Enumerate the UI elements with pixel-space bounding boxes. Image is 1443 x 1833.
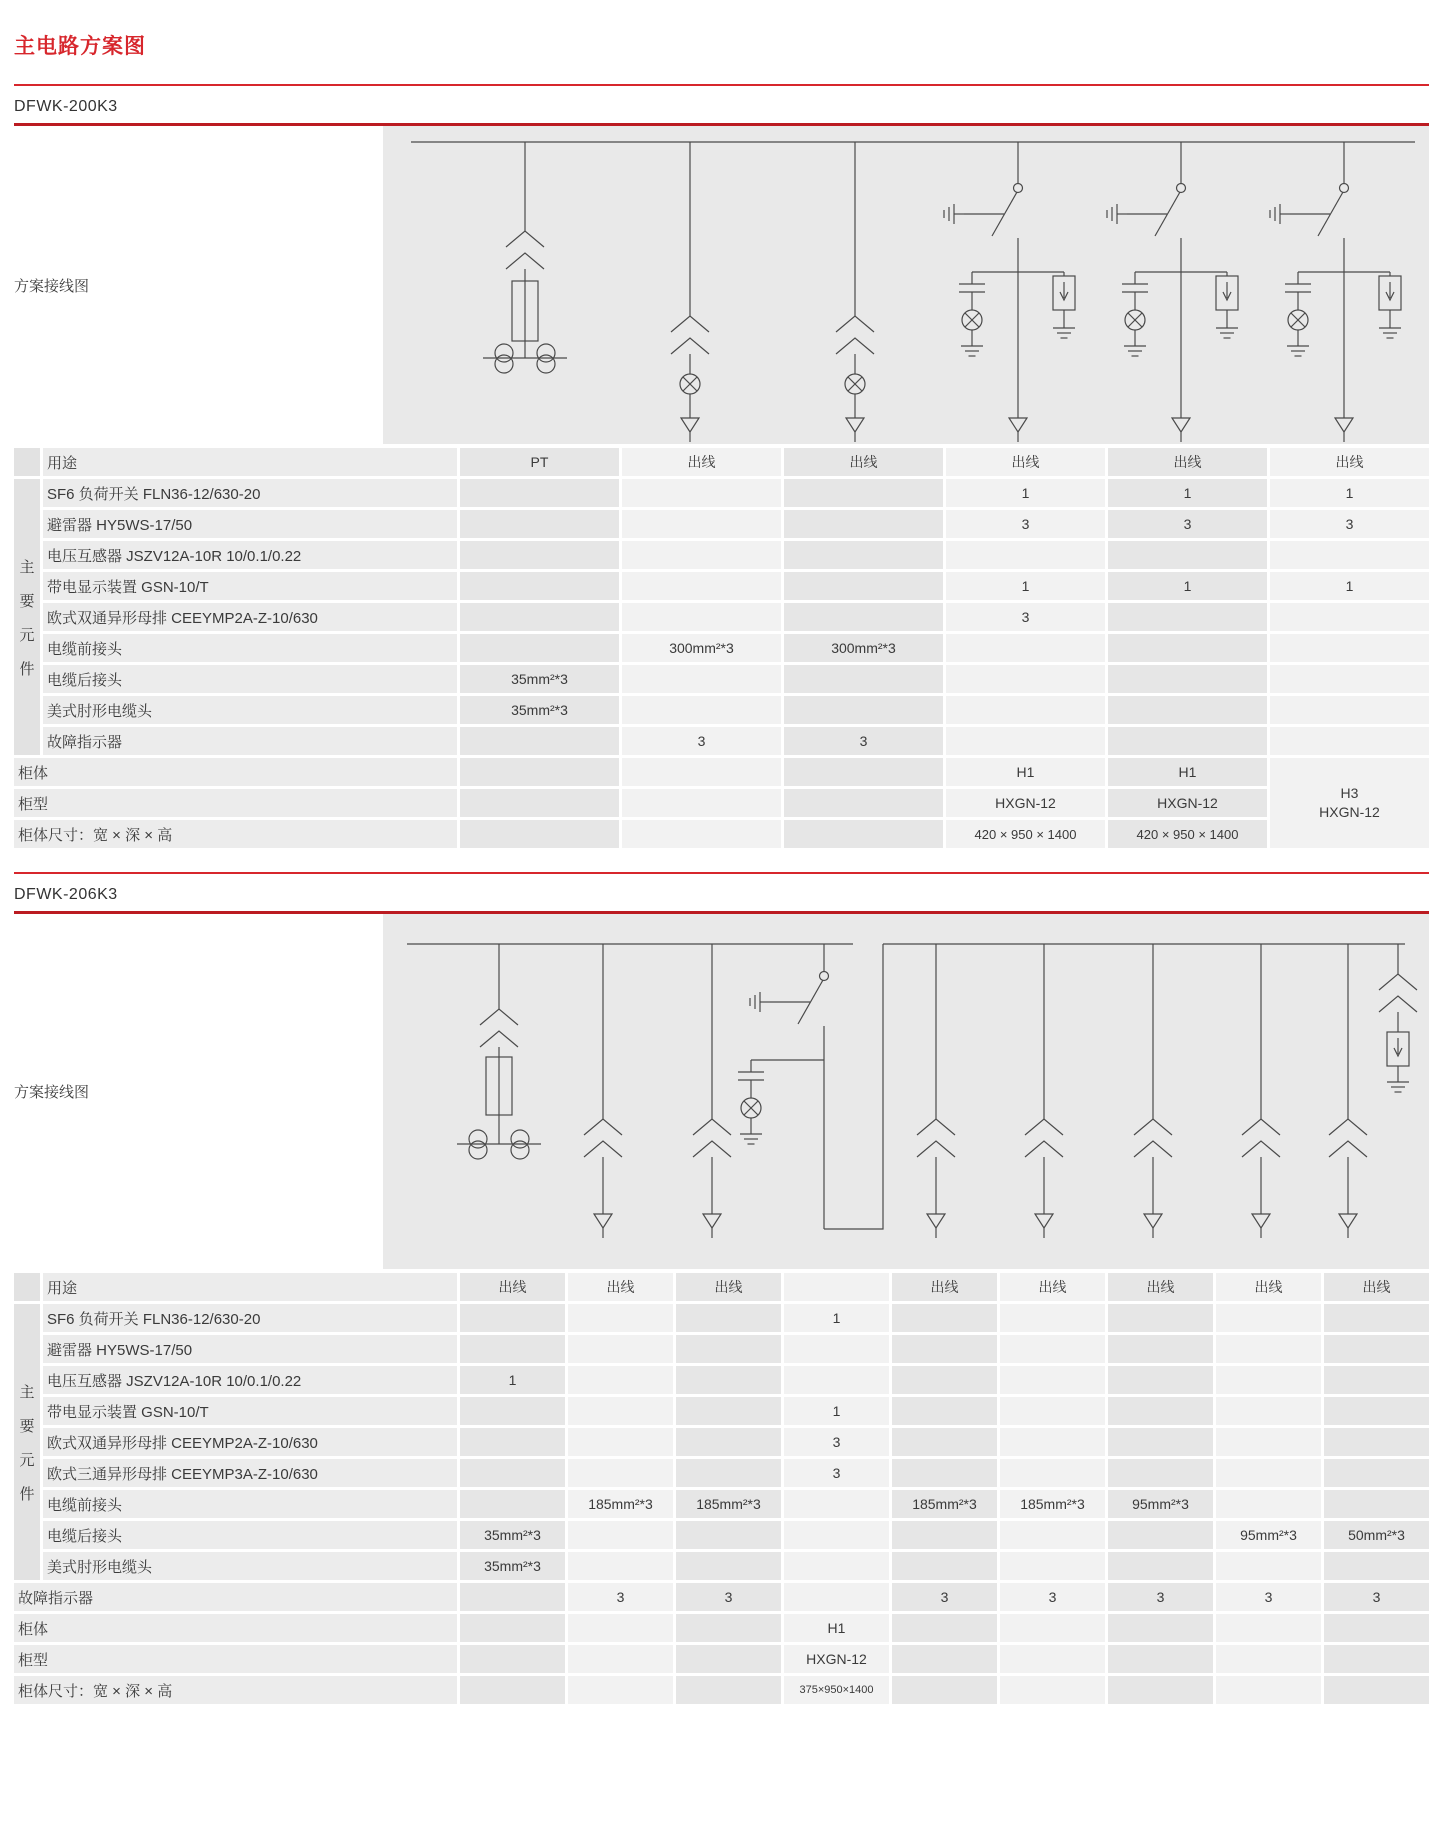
row-label: 欧式三通异形母排 CEEYMP3A-Z-10/630 <box>43 1459 457 1487</box>
value-cell: HXGN-12 <box>784 1645 889 1673</box>
value-cell <box>1108 727 1267 755</box>
value-cell: 3 <box>1324 1583 1429 1611</box>
diagram-label: 方案接线图 <box>14 277 90 295</box>
group-label-vertical <box>14 479 40 755</box>
value-cell <box>784 541 943 569</box>
column-header-cell: 出线 <box>568 1273 673 1301</box>
value-cell <box>1324 1676 1429 1704</box>
value-cell: 3 <box>1270 510 1429 538</box>
value-cell <box>1108 1428 1213 1456</box>
value-cell <box>1270 696 1429 724</box>
pt-branch <box>483 142 567 373</box>
value-cell <box>1216 1366 1321 1394</box>
row-label: 避雷器 HY5WS-17/50 <box>43 1335 457 1363</box>
value-cell <box>622 479 781 507</box>
value-cell <box>568 1676 673 1704</box>
merged-cell-line: H3 <box>1340 785 1359 802</box>
value-cell <box>1324 1490 1429 1518</box>
value-cell <box>460 758 619 786</box>
merged-cabinet-cell <box>1270 758 1429 848</box>
value-cell <box>784 510 943 538</box>
row-label: 欧式双通异形母排 CEEYMP2A-Z-10/630 <box>43 1428 457 1456</box>
circuit-diagram-1-svg <box>383 126 1429 444</box>
value-cell: HXGN-12 <box>946 789 1105 817</box>
value-cell <box>784 603 943 631</box>
value-cell: 3 <box>1000 1583 1105 1611</box>
value-cell <box>784 1490 889 1518</box>
value-cell <box>1000 1614 1105 1642</box>
value-cell <box>784 696 943 724</box>
value-cell <box>1108 634 1267 662</box>
value-cell <box>460 634 619 662</box>
row-label: 用途 <box>43 1273 457 1301</box>
outgoing-branch <box>1242 944 1280 1238</box>
value-cell: HXGN-12 <box>1108 789 1267 817</box>
value-cell <box>784 1335 889 1363</box>
value-cell <box>1000 1552 1105 1580</box>
value-cell <box>1270 634 1429 662</box>
value-cell <box>892 1552 997 1580</box>
row-label: 柜体尺寸：宽 × 深 × 高 <box>14 1676 457 1704</box>
row-label: 柜体 <box>14 1614 457 1642</box>
value-cell <box>1000 1366 1105 1394</box>
row-label: 柜型 <box>14 789 457 817</box>
value-cell: 300mm²*3 <box>622 634 781 662</box>
group-label-char: 件 <box>19 1485 35 1503</box>
value-cell <box>1324 1552 1429 1580</box>
value-cell <box>784 572 943 600</box>
column-header-cell: 出线 <box>1000 1273 1105 1301</box>
value-cell: 3 <box>784 1459 889 1487</box>
row-label: 电缆前接头 <box>43 1490 457 1518</box>
row-label: 美式肘形电缆头 <box>43 696 457 724</box>
page-title: 主电路方案图 <box>14 35 146 58</box>
column-header-cell <box>784 1273 889 1301</box>
row-label: 用途 <box>43 448 457 476</box>
group-label-char: 主 <box>19 558 35 576</box>
value-cell <box>460 1428 565 1456</box>
title-rule <box>14 84 1429 86</box>
value-cell <box>1216 1614 1321 1642</box>
circuit-diagram-2-svg <box>383 914 1429 1269</box>
row-label: 故障指示器 <box>43 727 457 755</box>
value-cell: 3 <box>946 510 1105 538</box>
section-dfwk-200k3 <box>14 98 1429 848</box>
column-header-cell: PT <box>460 448 619 476</box>
value-cell <box>568 1397 673 1425</box>
value-cell <box>784 1552 889 1580</box>
value-cell <box>784 1583 889 1611</box>
value-cell <box>676 1645 781 1673</box>
value-cell <box>892 1397 997 1425</box>
column-header-cell: 出线 <box>1216 1273 1321 1301</box>
value-cell <box>1324 1459 1429 1487</box>
value-cell <box>622 572 781 600</box>
value-cell <box>784 1521 889 1549</box>
outgoing-branch <box>917 944 955 1238</box>
value-cell <box>946 665 1105 693</box>
value-cell <box>568 1459 673 1487</box>
spec-table-dfwk-200k3 <box>14 448 1429 848</box>
value-cell: 1 <box>1108 572 1267 600</box>
value-cell <box>1216 1552 1321 1580</box>
value-cell <box>784 789 943 817</box>
value-cell <box>1108 1335 1213 1363</box>
value-cell <box>568 1645 673 1673</box>
value-cell: 185mm²*3 <box>676 1490 781 1518</box>
value-cell: 1 <box>460 1366 565 1394</box>
sidebar-stub-cell <box>14 448 40 476</box>
load-switch-branch <box>944 142 1075 442</box>
value-cell <box>1216 1397 1321 1425</box>
value-cell <box>568 1521 673 1549</box>
value-cell <box>460 1335 565 1363</box>
value-cell: 1 <box>1270 479 1429 507</box>
row-label: SF6 负荷开关 FLN36-12/630-20 <box>43 479 457 507</box>
value-cell <box>1216 1459 1321 1487</box>
section-top-rule <box>14 872 1429 874</box>
model-name: DFWK-206K3 <box>14 886 118 903</box>
value-cell <box>1270 603 1429 631</box>
value-cell <box>1324 1397 1429 1425</box>
row-label: 柜体尺寸：宽 × 深 × 高 <box>14 820 457 848</box>
value-cell <box>676 1552 781 1580</box>
value-cell <box>1108 541 1267 569</box>
value-cell <box>460 1645 565 1673</box>
value-cell <box>622 696 781 724</box>
value-cell: 3 <box>784 1428 889 1456</box>
value-cell <box>460 510 619 538</box>
value-cell <box>1108 696 1267 724</box>
value-cell <box>892 1304 997 1332</box>
column-header-cell: 出线 <box>676 1273 781 1301</box>
value-cell <box>1000 1304 1105 1332</box>
value-cell: 1 <box>784 1304 889 1332</box>
value-cell <box>1108 1521 1213 1549</box>
value-cell: 3 <box>622 727 781 755</box>
value-cell <box>892 1428 997 1456</box>
row-label: 避雷器 HY5WS-17/50 <box>43 510 457 538</box>
value-cell <box>460 1614 565 1642</box>
value-cell: 35mm²*3 <box>460 696 619 724</box>
value-cell: 1 <box>1270 572 1429 600</box>
row-label: 带电显示装置 GSN-10/T <box>43 572 457 600</box>
value-cell <box>568 1335 673 1363</box>
value-cell <box>460 1304 565 1332</box>
value-cell: 1 <box>784 1397 889 1425</box>
value-cell <box>1000 1645 1105 1673</box>
value-cell <box>460 820 619 848</box>
value-cell <box>568 1428 673 1456</box>
value-cell: 1 <box>1108 479 1267 507</box>
column-header-cell: 出线 <box>622 448 781 476</box>
value-cell <box>622 510 781 538</box>
value-cell <box>1324 1366 1429 1394</box>
value-cell <box>892 1645 997 1673</box>
row-label: 电缆后接头 <box>43 1521 457 1549</box>
value-cell <box>460 1459 565 1487</box>
value-cell <box>676 1397 781 1425</box>
outgoing-branch <box>1134 944 1172 1238</box>
value-cell <box>1216 1304 1321 1332</box>
group-label-char: 要 <box>19 592 35 610</box>
value-cell: 1 <box>946 572 1105 600</box>
value-cell: 3 <box>784 727 943 755</box>
value-cell <box>784 758 943 786</box>
value-cell: 420 × 950 × 1400 <box>946 820 1105 848</box>
value-cell <box>1216 1335 1321 1363</box>
diagram-label: 方案接线图 <box>14 1084 90 1101</box>
column-header-cell: 出线 <box>946 448 1105 476</box>
group-label-char: 主 <box>19 1383 35 1401</box>
value-cell <box>460 1490 565 1518</box>
value-cell <box>1000 1428 1105 1456</box>
group-label-char: 元 <box>19 1451 35 1469</box>
outgoing-branch <box>693 944 731 1238</box>
value-cell: H1 <box>946 758 1105 786</box>
value-cell: 3 <box>946 603 1105 631</box>
value-cell <box>784 665 943 693</box>
value-cell <box>1270 665 1429 693</box>
row-label: 电缆后接头 <box>43 665 457 693</box>
value-cell <box>1000 1521 1105 1549</box>
value-cell <box>676 1335 781 1363</box>
value-cell <box>1108 1366 1213 1394</box>
value-cell <box>1324 1304 1429 1332</box>
diagram-row <box>14 126 1429 444</box>
value-cell <box>622 603 781 631</box>
value-cell <box>1000 1459 1105 1487</box>
row-label: 带电显示装置 GSN-10/T <box>43 1397 457 1425</box>
value-cell <box>1108 1676 1213 1704</box>
row-label: 电压互感器 JSZV12A-10R 10/0.1/0.22 <box>43 541 457 569</box>
single-line-diagram-1 <box>383 126 1429 444</box>
value-cell <box>622 789 781 817</box>
row-label: 美式肘形电缆头 <box>43 1552 457 1580</box>
value-cell <box>676 1304 781 1332</box>
value-cell <box>1108 1552 1213 1580</box>
diagram-row <box>14 914 1429 1269</box>
load-switch-branch <box>738 944 883 1229</box>
value-cell <box>676 1459 781 1487</box>
arrester-branch <box>1379 944 1417 1092</box>
value-cell: 95mm²*3 <box>1108 1490 1213 1518</box>
value-cell <box>892 1335 997 1363</box>
value-cell <box>1324 1428 1429 1456</box>
value-cell <box>1108 1397 1213 1425</box>
value-cell: 1 <box>946 479 1105 507</box>
outgoing-branch <box>1329 944 1367 1238</box>
value-cell <box>1270 727 1429 755</box>
value-cell: 420 × 950 × 1400 <box>1108 820 1267 848</box>
value-cell <box>460 727 619 755</box>
value-cell: 3 <box>1108 510 1267 538</box>
value-cell <box>1000 1335 1105 1363</box>
value-cell <box>784 479 943 507</box>
value-cell <box>622 758 781 786</box>
column-header-cell: 出线 <box>784 448 943 476</box>
value-cell: 3 <box>568 1583 673 1611</box>
outgoing-branch <box>836 142 874 442</box>
value-cell <box>1108 1645 1213 1673</box>
value-cell: 95mm²*3 <box>1216 1521 1321 1549</box>
value-cell <box>892 1676 997 1704</box>
outgoing-branch <box>671 142 709 442</box>
value-cell <box>568 1304 673 1332</box>
load-switch-branch <box>1270 142 1401 442</box>
value-cell <box>568 1552 673 1580</box>
value-cell <box>892 1459 997 1487</box>
value-cell <box>1108 1304 1213 1332</box>
value-cell <box>892 1614 997 1642</box>
pt-branch <box>457 944 541 1159</box>
value-cell <box>1216 1428 1321 1456</box>
value-cell: H1 <box>1108 758 1267 786</box>
value-cell <box>1108 603 1267 631</box>
value-cell: 35mm²*3 <box>460 1521 565 1549</box>
group-label-char: 元 <box>19 626 35 644</box>
merged-cell-line: HXGN-12 <box>1319 804 1380 820</box>
value-cell <box>460 479 619 507</box>
outgoing-branch <box>1025 944 1063 1238</box>
value-cell: 3 <box>892 1583 997 1611</box>
value-cell <box>676 1428 781 1456</box>
value-cell <box>1324 1614 1429 1642</box>
value-cell: 50mm²*3 <box>1324 1521 1429 1549</box>
column-header-cell: 出线 <box>1324 1273 1429 1301</box>
bus-tie-link <box>824 944 883 1229</box>
value-cell <box>1270 541 1429 569</box>
group-label-char: 要 <box>19 1417 35 1435</box>
value-cell: 3 <box>676 1583 781 1611</box>
value-cell <box>892 1366 997 1394</box>
row-label: SF6 负荷开关 FLN36-12/630-20 <box>43 1304 457 1332</box>
value-cell <box>1108 665 1267 693</box>
value-cell <box>1000 1397 1105 1425</box>
value-cell: 185mm²*3 <box>892 1490 997 1518</box>
value-cell <box>1216 1645 1321 1673</box>
value-cell <box>892 1521 997 1549</box>
value-cell <box>460 541 619 569</box>
value-cell <box>946 696 1105 724</box>
value-cell <box>1216 1490 1321 1518</box>
value-cell <box>676 1614 781 1642</box>
value-cell: 3 <box>1216 1583 1321 1611</box>
row-label: 电缆前接头 <box>43 634 457 662</box>
value-cell <box>1216 1676 1321 1704</box>
value-cell <box>460 603 619 631</box>
value-cell <box>946 634 1105 662</box>
load-switch-branch <box>1107 142 1238 442</box>
value-cell <box>460 1397 565 1425</box>
spec-table-dfwk-206k3 <box>14 1273 1429 1704</box>
value-cell <box>676 1366 781 1394</box>
value-cell: 35mm²*3 <box>460 1552 565 1580</box>
section-dfwk-206k3 <box>14 872 1429 1704</box>
value-cell <box>460 1583 565 1611</box>
group-label-vertical <box>14 1304 40 1580</box>
value-cell: 300mm²*3 <box>784 634 943 662</box>
row-label: 柜型 <box>14 1645 457 1673</box>
outgoing-branch <box>584 944 622 1238</box>
value-cell: 375×950×1400 <box>784 1676 889 1704</box>
value-cell <box>1324 1645 1429 1673</box>
sidebar-stub-cell <box>14 1273 40 1301</box>
group-label-char: 件 <box>19 660 35 678</box>
value-cell <box>676 1521 781 1549</box>
column-header-cell: 出线 <box>892 1273 997 1301</box>
value-cell <box>460 789 619 817</box>
column-header-cell: 出线 <box>1108 448 1267 476</box>
column-header-cell: 出线 <box>460 1273 565 1301</box>
value-cell <box>568 1614 673 1642</box>
value-cell <box>568 1366 673 1394</box>
value-cell <box>1108 1459 1213 1487</box>
model-name: DFWK-200K3 <box>14 98 118 115</box>
row-label: 故障指示器 <box>14 1583 457 1611</box>
value-cell <box>784 820 943 848</box>
value-cell <box>622 820 781 848</box>
value-cell: 35mm²*3 <box>460 665 619 693</box>
row-label: 柜体 <box>14 758 457 786</box>
value-cell <box>622 665 781 693</box>
value-cell <box>1000 1676 1105 1704</box>
value-cell: 185mm²*3 <box>1000 1490 1105 1518</box>
value-cell <box>460 1676 565 1704</box>
value-cell <box>676 1676 781 1704</box>
value-cell <box>946 541 1105 569</box>
row-label: 电压互感器 JSZV12A-10R 10/0.1/0.22 <box>43 1366 457 1394</box>
value-cell <box>622 541 781 569</box>
column-header-cell: 出线 <box>1270 448 1429 476</box>
column-header-cell: 出线 <box>1108 1273 1213 1301</box>
value-cell <box>784 1366 889 1394</box>
value-cell: H1 <box>784 1614 889 1642</box>
single-line-diagram-2 <box>383 914 1429 1269</box>
value-cell: 185mm²*3 <box>568 1490 673 1518</box>
value-cell <box>946 727 1105 755</box>
value-cell <box>460 572 619 600</box>
row-label: 欧式双通异形母排 CEEYMP2A-Z-10/630 <box>43 603 457 631</box>
value-cell <box>1324 1335 1429 1363</box>
value-cell: 3 <box>1108 1583 1213 1611</box>
value-cell <box>1108 1614 1213 1642</box>
